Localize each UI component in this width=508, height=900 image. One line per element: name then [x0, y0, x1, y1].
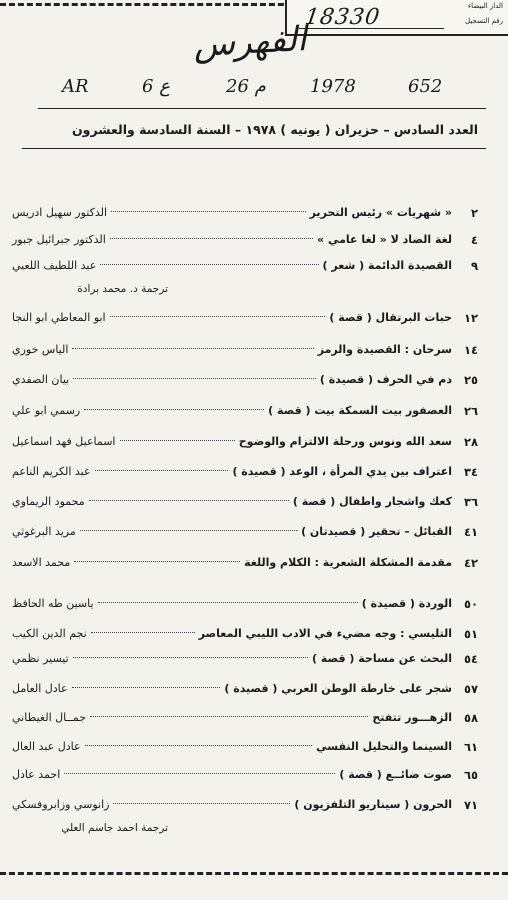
- toc-entry-row: [12, 435, 452, 448]
- handwritten-heading: الفهرس: [192, 19, 308, 65]
- toc-author: رسمي ابو علي: [12, 404, 81, 417]
- toc-leader-dots: [73, 657, 308, 658]
- toc-entry-row: [12, 597, 452, 610]
- toc-title: سعد الله ونوس ورحلة الالتزام والوضوح: [238, 435, 452, 448]
- toc-entry-row: [12, 259, 452, 272]
- toc-title: الحرون ( سيناريو التلفزيون ): [294, 798, 452, 811]
- toc-title: كعك واشجار واطفال ( قصة ): [292, 495, 452, 508]
- toc-leader-dots: [113, 803, 290, 804]
- toc-entry: [12, 798, 478, 818]
- toc-leader-dots: [98, 602, 358, 603]
- toc-page-number: ٥٧: [463, 682, 478, 696]
- bottom-perforation: [0, 872, 508, 875]
- toc-title: « شهريات » رئيس التحرير: [309, 206, 452, 219]
- catalogue-volume: 26 م: [226, 76, 266, 97]
- toc-author: احمد عادل: [12, 768, 61, 781]
- toc-leader-dots: [110, 238, 313, 239]
- toc-author: عبد الكريم الناعم: [12, 465, 91, 478]
- toc-entry-row: [12, 206, 452, 219]
- header-rule: [22, 148, 486, 149]
- toc-leader-dots: [72, 687, 221, 688]
- toc-page-number: ٢٨: [463, 435, 478, 449]
- toc-title: اعتراف بين يدي المرأة ، الوعد ( قصيدة ): [232, 465, 452, 478]
- toc-entry: [12, 525, 478, 545]
- stamp-underline: [299, 28, 444, 29]
- toc-title: القصيدة الدائمة ( شعر ): [322, 259, 452, 272]
- toc-title: سرحان : القصيدة والرمز: [317, 343, 452, 356]
- toc-entry-row: [12, 373, 452, 386]
- toc-page-number: ٢٥: [463, 373, 478, 387]
- toc-title: مقدمة المشكلة الشعرية : الكلام واللغة: [244, 556, 452, 569]
- toc-page-number: ٥٤: [463, 652, 478, 666]
- toc-title: البحث عن مساحة ( قصة ): [311, 652, 452, 665]
- toc-entry-row: [12, 627, 452, 640]
- toc-page-number: ٤١: [463, 525, 478, 539]
- toc-page-number: ٥٨: [463, 711, 478, 725]
- toc-entry: [12, 465, 478, 485]
- toc-entry: [12, 206, 478, 226]
- toc-page-number: ٦١: [463, 740, 478, 754]
- catalogue-issue: 6 ع: [142, 76, 170, 97]
- toc-title: التليسي : وجه مضيء في الادب الليبي المعاصر: [198, 627, 452, 640]
- toc-entry-row: [12, 556, 452, 569]
- toc-author: تيسير نظمي: [12, 652, 69, 665]
- toc-page-number: ٤: [470, 233, 478, 247]
- toc-leader-dots: [90, 716, 368, 717]
- catalogue-ref: 652: [408, 76, 443, 97]
- toc-author: محمود الريماوي: [12, 495, 85, 508]
- toc-author: ابو المعاطي ابو النجا: [12, 311, 106, 324]
- toc-author: جمــال الغيطاني: [12, 711, 87, 724]
- toc-page-number: ٣٤: [463, 465, 478, 479]
- toc-entry-row: [12, 465, 452, 478]
- stamp-label-bottom: رقم التسجيل: [465, 17, 503, 25]
- toc-entry: [12, 711, 478, 731]
- toc-entry: [12, 740, 478, 760]
- toc-entry-row: [12, 740, 452, 753]
- toc-page-number: ٢: [470, 206, 478, 220]
- toc-author: عادل العامل: [12, 682, 68, 695]
- toc-entry-row: [12, 652, 452, 665]
- toc-entry: [12, 768, 478, 788]
- toc-entry-row: [12, 311, 452, 324]
- toc-leader-dots: [89, 500, 289, 501]
- toc-entry: [12, 682, 478, 702]
- toc-entry-row: [12, 495, 452, 508]
- toc-entry-row: [12, 682, 452, 695]
- toc-entry: [12, 495, 478, 515]
- catalogue-code: AR: [62, 76, 89, 97]
- toc-author: الدكتور سهيل ادريس: [12, 206, 108, 219]
- toc-entry: [12, 435, 478, 455]
- toc-page-number: ٥١: [463, 627, 478, 641]
- toc-leader-dots: [120, 440, 235, 441]
- toc-page-number: ٩: [470, 259, 478, 273]
- toc-entry-row: [12, 798, 452, 811]
- toc-leader-dots: [64, 773, 335, 774]
- toc-leader-dots: [100, 264, 318, 265]
- toc-author: اسماعيل فهد اسماعيل: [12, 435, 116, 448]
- toc-leader-dots: [110, 316, 326, 317]
- toc-title: الوردة ( قصيدة ): [361, 597, 452, 610]
- toc-page-number: ٥٠: [463, 597, 478, 611]
- toc-entry: [12, 259, 478, 279]
- toc-leader-dots: [84, 409, 264, 410]
- toc-entry-row: [12, 233, 452, 246]
- toc-author: الياس خوري: [12, 343, 69, 356]
- toc-entry: [12, 404, 478, 424]
- toc-entry: [12, 311, 478, 331]
- toc-entry-row: [12, 711, 452, 724]
- catalogue-year: 1978: [310, 76, 356, 97]
- toc-entry-row: [12, 768, 452, 781]
- toc-title: القبائل – تحقير ( قصيدتان ): [301, 525, 452, 538]
- toc-title: صوت ضائــع ( قصة ): [339, 768, 452, 781]
- toc-page-number: ٤٢: [463, 556, 478, 570]
- toc-title: الزهـــور تتفتح: [372, 711, 452, 724]
- toc-author: زانوسي وزابروفسكي: [12, 798, 110, 811]
- toc-author: مريد البرغوثي: [12, 525, 76, 538]
- toc-author: ياسين طه الحافظ: [12, 597, 94, 610]
- toc-entry: [12, 556, 478, 576]
- toc-page-number: ١٢: [463, 311, 478, 325]
- toc-entry: [12, 627, 478, 647]
- registration-number: 18330: [303, 5, 382, 30]
- toc-author: عبد اللطيف اللعبي: [12, 259, 97, 272]
- toc-page-number: ٣٦: [463, 495, 478, 509]
- toc-leader-dots: [85, 745, 313, 746]
- toc-leader-dots: [73, 378, 316, 379]
- toc-entry: [12, 233, 478, 253]
- toc-title: السينما والتحليل النفسي: [316, 740, 452, 753]
- toc-author: نجم الدين الكيب: [12, 627, 87, 640]
- toc-entry: [12, 373, 478, 393]
- toc-translator: ترجمة د. محمد برادة: [77, 283, 168, 295]
- toc-entry: [12, 597, 478, 617]
- toc-leader-dots: [95, 470, 229, 471]
- toc-author: عادل عبد العال: [12, 740, 81, 753]
- toc-page-number: ١٤: [463, 343, 478, 357]
- toc-entry-row: [12, 343, 452, 356]
- toc-entry-row: [12, 525, 452, 538]
- toc-title: لغة الضاد لا « لغا عامي »: [317, 233, 452, 246]
- toc-author: بيان الصفدي: [12, 373, 70, 386]
- toc-leader-dots: [74, 561, 240, 562]
- toc-entry: [12, 343, 478, 363]
- toc-title: شجر على خارطة الوطن العربي ( قصيدة ): [224, 682, 452, 695]
- toc-title: حبات البرتقال ( قصة ): [329, 311, 452, 324]
- toc-leader-dots: [72, 348, 313, 349]
- toc-author: محمد الاسعد: [12, 556, 71, 569]
- toc-title: العصفور بيت السمكة بيت ( قصة ): [268, 404, 452, 417]
- toc-entry-row: [12, 404, 452, 417]
- top-rule: [38, 108, 486, 109]
- issue-header: العدد السادس – حزيران ( يونيه ) ١٩٧٨ – السنة السادسة والعشرون: [72, 122, 478, 137]
- toc-page-number: ٧١: [463, 798, 478, 812]
- toc-title: دم في الحرف ( قصيدة ): [319, 373, 452, 386]
- toc-entry: [12, 652, 478, 672]
- toc-page-number: ٦٥: [463, 768, 478, 782]
- stamp-label-top: الدار البيضاء: [467, 2, 503, 10]
- toc-author: الدكتور جبرائيل جبور: [12, 233, 106, 246]
- toc-leader-dots: [80, 530, 297, 531]
- toc-leader-dots: [111, 211, 306, 212]
- toc-page-number: ٢٦: [463, 404, 478, 418]
- toc-leader-dots: [91, 632, 195, 633]
- library-stamp: [285, 0, 508, 36]
- toc-translator: ترجمة احمد جاسم العلي: [61, 822, 168, 834]
